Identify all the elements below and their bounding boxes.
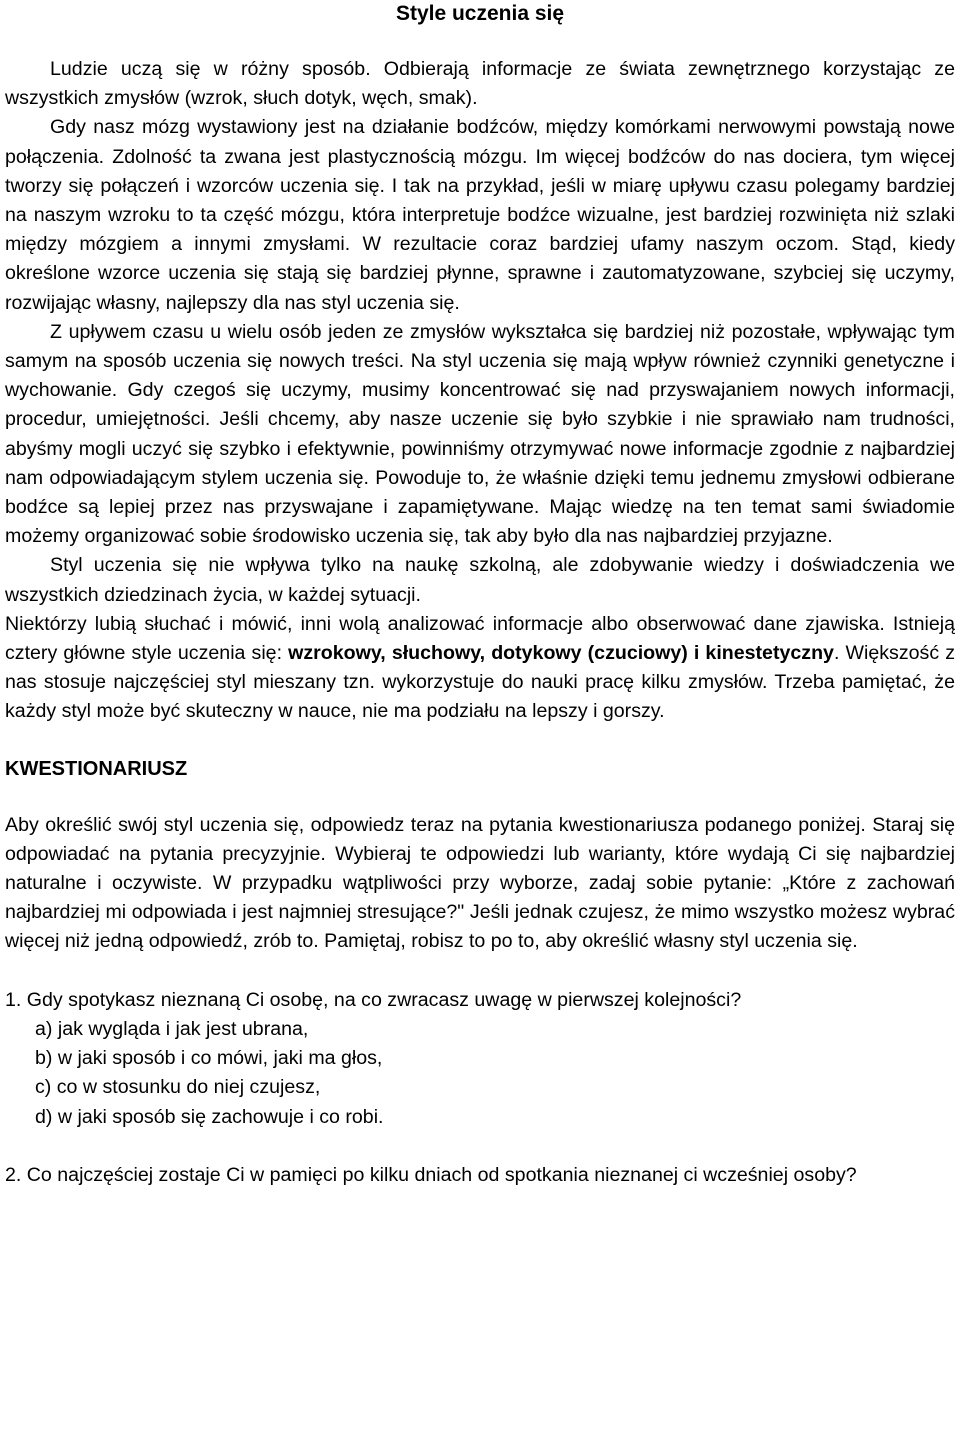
question-1 — [5, 986, 955, 1132]
intro-p5-text-b: . Większość z nas stosuje najczęściej styl mieszany tzn. wykorzystuje do nauki pracę kilku zmysłów. Trzeba pamiętać, że każdy styl może być skuteczny w nauce, nie ma podziału na lepszy i gorszy. — [5, 642, 955, 723]
intro-paragraph-1: Ludzie uczą się w różny sposób. Odbierają informacje ze świata zewnętrznego korzystając ze wszystkich zmysłów (wzrok, słuch dotyk, węch, smak). — [5, 58, 955, 110]
question-2 — [5, 1161, 955, 1190]
intro-paragraph-3: Z upływem czasu u wielu osób jeden ze zmysłów wykształca się bardziej niż pozostałe, wpływając tym samym na sposób uczenia się nowych treści. Na styl uczenia się mają wpływ również czynniki genetyczne i wychowanie. Gdy czegoś się uczymy, musimy koncentrować się nad przyswajaniem nowych informacji, procedur, umiejętności. Jeśli chcemy, aby nasze uczenie się było szybkie i nie sprawiało nam trudności, abyśmy mogli uczyć się szybko i efektywnie, powinniśmy otrzymywać nowe informacje zgodnie z najbardziej nam odpowiadającym stylem uczenia się. Powoduje to, że właśnie dzięki temu jednemu zmysłowi odbierane bodźce są lepiej przez nas przyswajane i zapamiętywane. Mając wiedzę na ten temat sami świadomie możemy organizować sobie środowisko uczenia się, tak aby było dla nas najbardziej przyjazne. — [5, 320, 955, 548]
intro-paragraph-2: Gdy nasz mózg wystawiony jest na działanie bodźców, między komórkami nerwowymi powstają nowe połączenia. Zdolność ta zwana jest plastycznością mózgu. Im więcej bodźców do nas dociera, tym więcej tworzy się połączeń i wzorców uczenia się. I tak na przykład, jeśli w miarę upływu czasu polegamy bardziej na naszym wzroku to ta część mózgu, która interpretuje bodźce wizualne, jest bardziej rozwinięta niż szlaki między mózgiem a innymi zmysłami. W rezultacie coraz bardziej ufamy naszym oczom. Stąd, kiedy określone wzorce uczenia się stają się bardziej płynne, sprawne i zautomatyzowane, szybciej się uczymy, rozwijając własny, najlepszy dla nas styl uczenia się. — [5, 116, 955, 314]
intro-section — [5, 55, 955, 727]
intro-paragraph-4: Styl uczenia się nie wpływa tylko na naukę szkolną, ale zdobywanie wiedzy i doświadczenia we wszystkich dziedzinach życia, w każdej sytuacji. — [5, 554, 955, 606]
page-title: Style uczenia się — [395, 2, 565, 25]
question-text: 2. Co najczęściej zostaje Ci w pamięci po kilku dniach od spotkania nieznanej ci wcześniej osoby? — [5, 1163, 857, 1186]
answer-option: c) co w stosunku do niej czujesz, — [35, 1076, 321, 1099]
answer-option: a) jak wygląda i jak jest ubrana, — [35, 1017, 309, 1040]
answer-option: b) w jaki sposób i co mówi, jaki ma głos, — [35, 1047, 383, 1070]
questionnaire-heading: KWESTIONARIUSZ — [5, 757, 188, 780]
questionnaire-instructions: Aby określić swój styl uczenia się, odpowiedz teraz na pytania kwestionariusza podanego poniżej. Staraj się odpowiadać na pytania precyzyjnie. Wybieraj te odpowiedzi lub warianty, które wydają Ci się najbardziej naturalne i oczywiste. W przypadku wątpliwości przy wyborze, zadaj sobie pytanie: „Które z zachowań najbardziej mi odpowiada i jest najmniej stresujące?" Jeśli jednak czujesz, że mimo wszystko możesz wybrać więcej niż jedną odpowiedź, zrób to. Pamiętaj, robisz to po to, aby określić własny styl uczenia się. — [5, 813, 955, 953]
learning-styles-list: wzrokowy, słuchowy, dotykowy (czuciowy) i kinestetyczny — [288, 642, 834, 665]
answer-option: d) w jaki sposób się zachowuje i co robi. — [35, 1105, 384, 1128]
document-page — [5, 0, 955, 1190]
answer-list — [5, 1015, 955, 1132]
question-text: 1. Gdy spotykasz nieznaną Ci osobę, na co zwracasz uwagę w pierwszej kolejności? — [5, 988, 742, 1011]
intro-p5-text-a: Niektórzy lubią słuchać i mówić, inni wolą analizować informacje albo obserwować dane zjawiska. Istnieją cztery główne style uczenia się: — [5, 612, 955, 665]
intro-paragraph-5 — [5, 610, 955, 727]
